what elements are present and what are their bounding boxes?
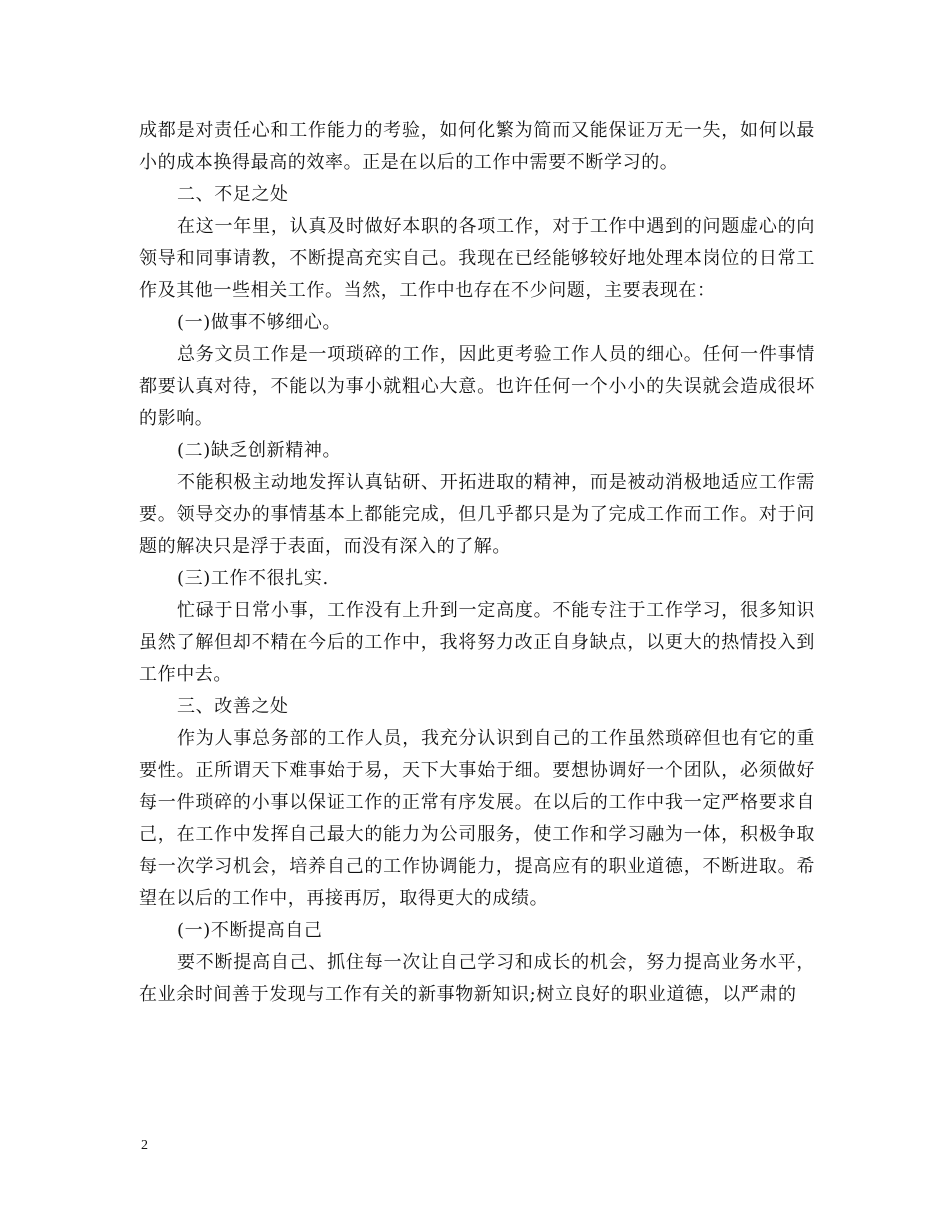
paragraph-body: 要不断提高自己、抓住每一次让自己学习和成长的机会，努力提高业务水平，在业余时间善于发现与工作有关的新事物新知识;树立良好的职业道德，以严肃的	[139, 952, 815, 1005]
subheading-lack-innovation: (二)缺乏创新精神。	[177, 440, 342, 461]
section-heading-shortcomings: 二、不足之处	[177, 184, 289, 205]
subheading-not-solid: (三)工作不很扎实.	[177, 568, 329, 589]
page-number: 2	[141, 1138, 148, 1153]
paragraph-body: 总务文员工作是一项琐碎的工作，因此更考验工作人员的细心。任何一件事情都要认真对待，不能以为事小就粗心大意。也许任何一个小小的失误就会造成很坏的影响。	[139, 344, 815, 429]
subheading-not-careful: (一)做事不够细心。	[177, 312, 342, 333]
paragraph-body: 在这一年里，认真及时做好本职的各项工作，对于工作中遇到的问题虚心的向领导和同事请教，不断提高充实自己。我现在已经能够较好地处理本岗位的日常工作及其他一些相关工作。当然，工作中也存在不少问题，主要表现在：	[139, 216, 815, 301]
paragraph-continuation: 成都是对责任心和工作能力的考验，如何化繁为简而又能保证万无一失，如何以最小的成本换得最高的效率。正是在以后的工作中需要不断学习的。	[139, 120, 815, 173]
subheading-self-improvement: (一)不断提高自己	[177, 920, 323, 941]
paragraph-body: 忙碌于日常小事，工作没有上升到一定高度。不能专注于工作学习，很多知识虽然了解但却不精在今后的工作中，我将努力改正自身缺点，以更大的热情投入到工作中去。	[139, 600, 815, 685]
document-body	[139, 115, 815, 1011]
section-heading-improvements: 三、改善之处	[177, 696, 289, 717]
paragraph-body: 不能积极主动地发挥认真钻研、开拓进取的精神，而是被动消极地适应工作需要。领导交办的事情基本上都能完成，但几乎都只是为了完成工作而工作。对于问题的解决只是浮于表面，而没有深入的了解。	[139, 472, 815, 557]
paragraph-body: 作为人事总务部的工作人员，我充分认识到自己的工作虽然琐碎但也有它的重要性。正所谓天下难事始于易，天下大事始于细。要想协调好一个团队，必须做好每一件琐碎的小事以保证工作的正常有序发展。在以后的工作中我一定严格要求自己，在工作中发挥自己最大的能力为公司服务，使工作和学习融为一体，积极争取每一次学习机会，培养自己的工作协调能力，提高应有的职业道德，不断进取。希望在以后的工作中，再接再厉，取得更大的成绩。	[139, 728, 815, 909]
